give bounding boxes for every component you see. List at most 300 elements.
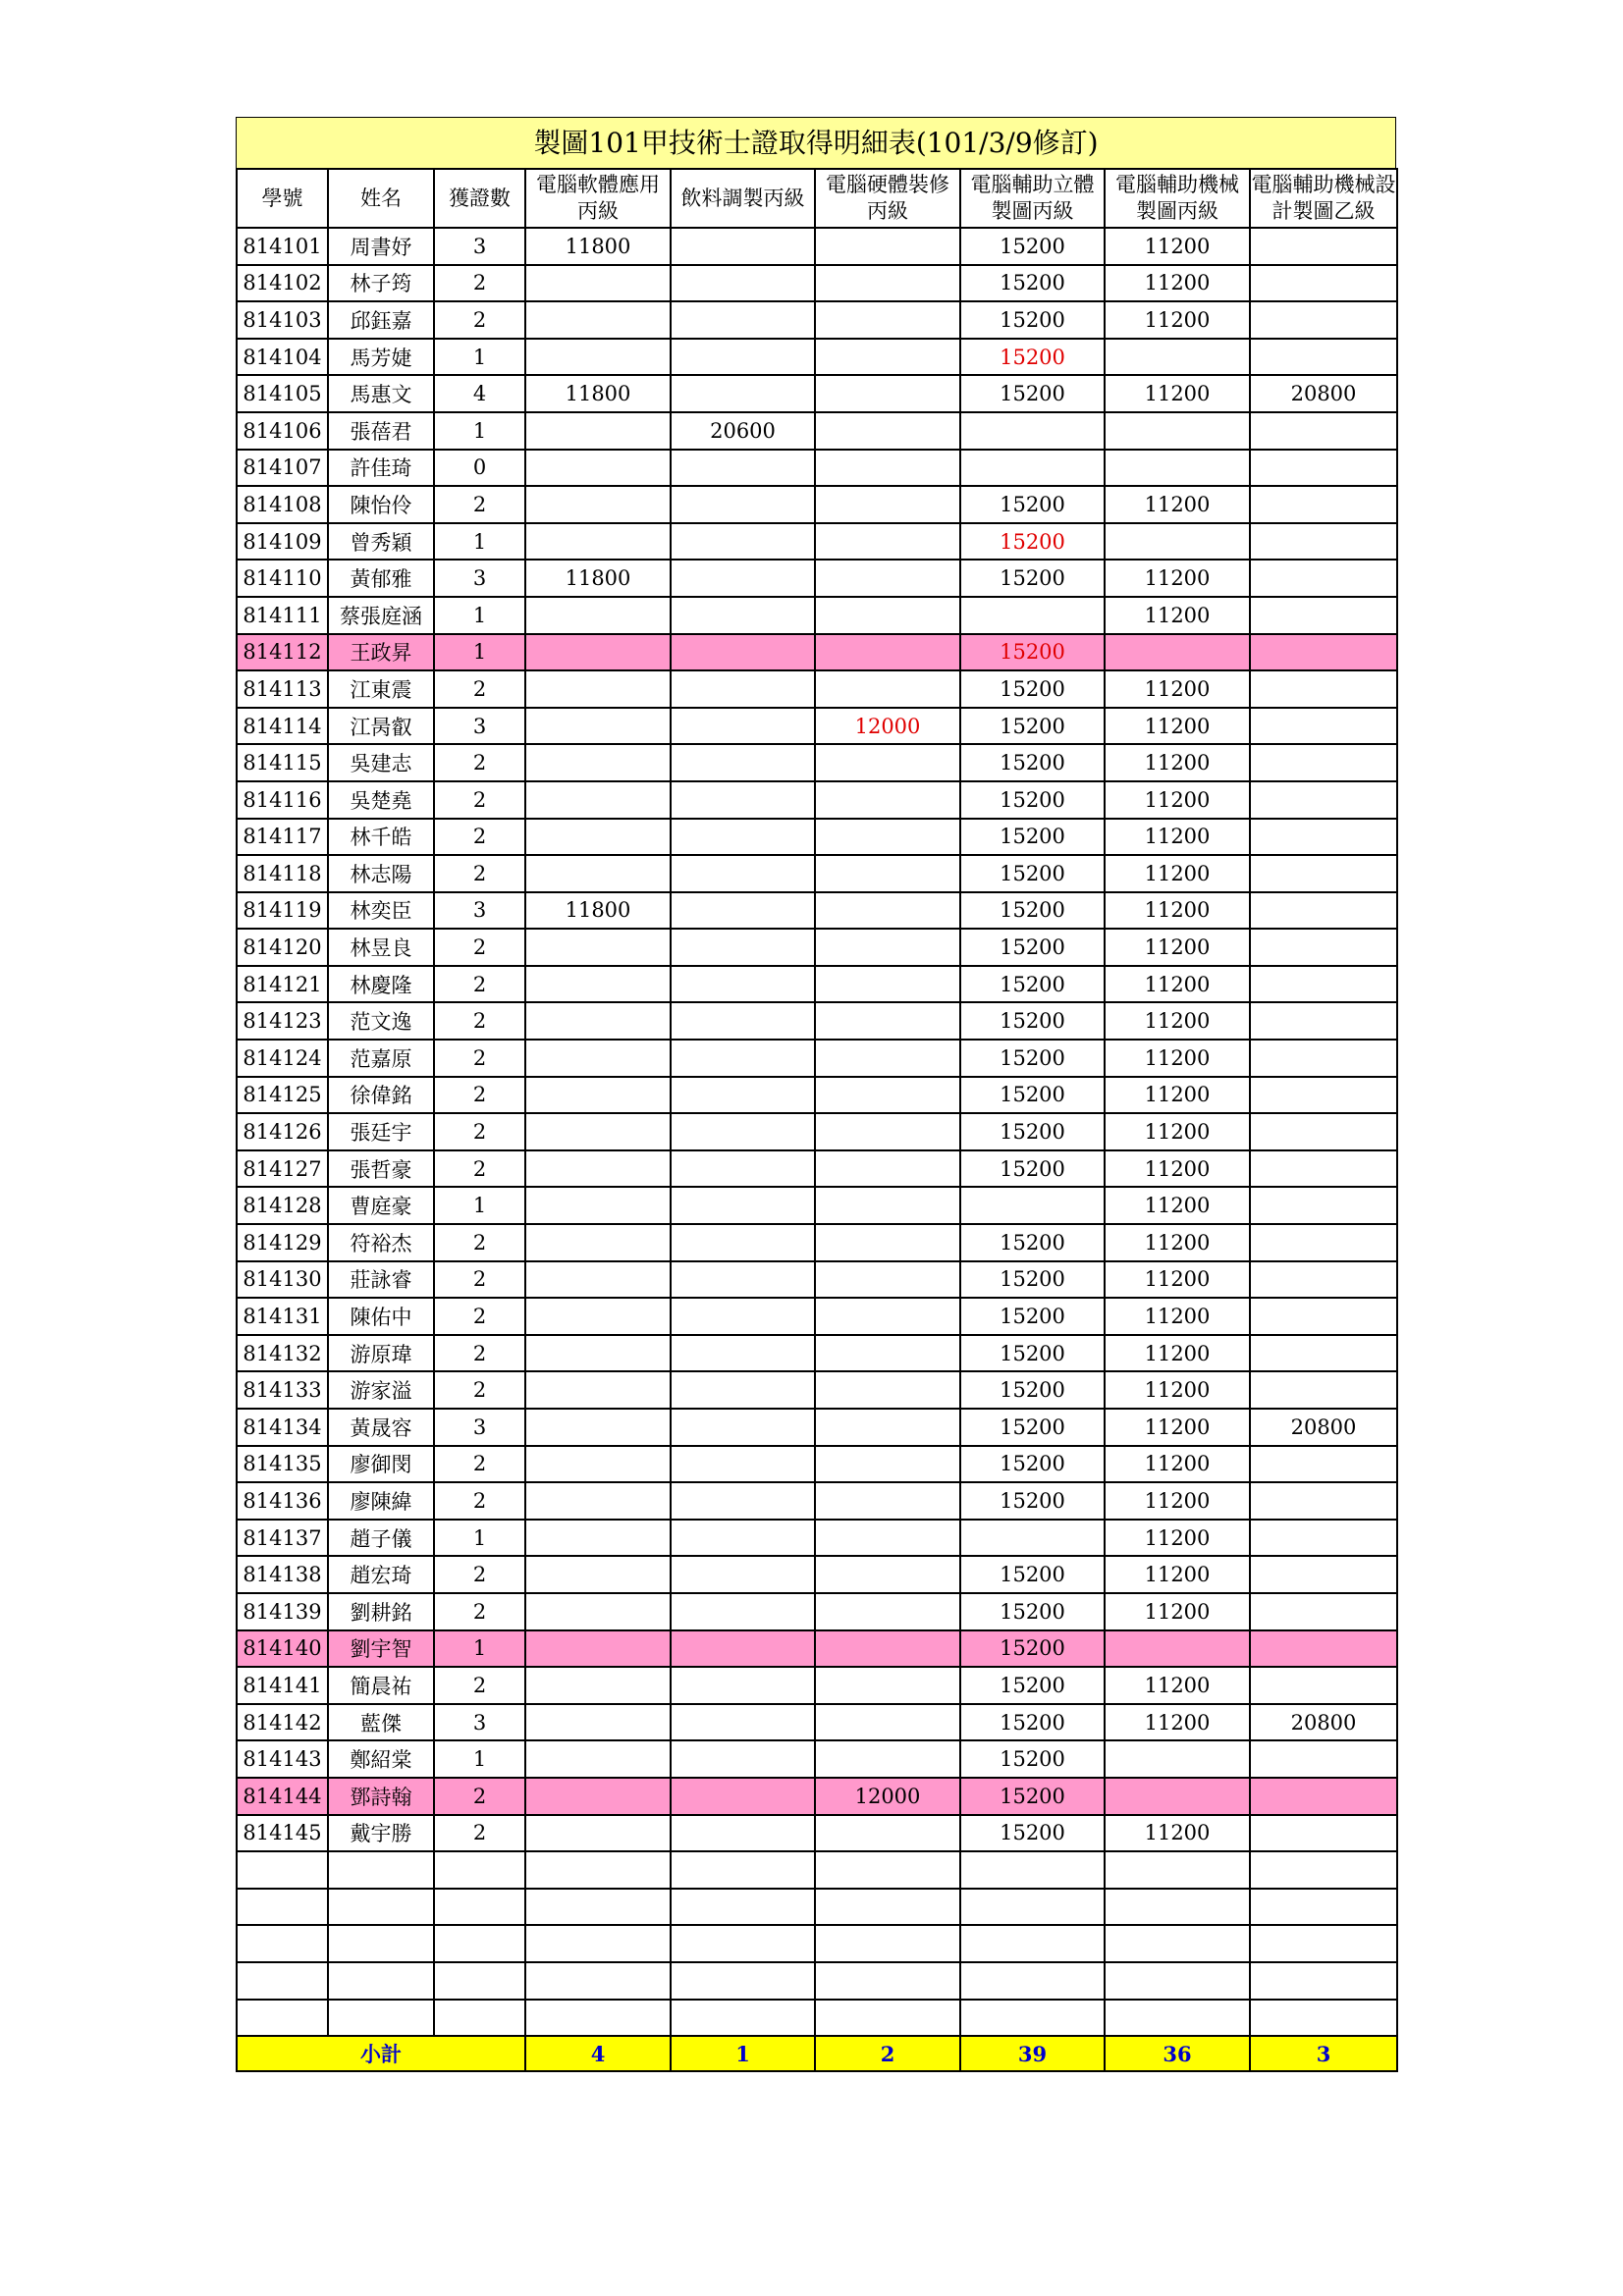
cell-beverage [671, 1704, 815, 1741]
cell-hardware [815, 1851, 960, 1889]
cell-mech-design [1250, 1740, 1397, 1778]
cell-software-app [525, 1446, 671, 1483]
cell-hardware [815, 855, 960, 892]
cell-name: 廖御閔 [328, 1446, 434, 1483]
cell-student-id: 814114 [237, 708, 328, 745]
table-row [237, 781, 1397, 819]
cell-mech-design [1250, 486, 1397, 523]
cell-count: 2 [434, 670, 525, 708]
cell-mech-drafting: 11200 [1105, 781, 1250, 819]
cell-count: 2 [434, 1593, 525, 1630]
cell-mech-drafting: 11200 [1105, 929, 1250, 966]
cell-mech-drafting: 11200 [1105, 1077, 1250, 1114]
cell-student-id: 814120 [237, 929, 328, 966]
table-row [237, 1371, 1397, 1409]
table-row [237, 1409, 1397, 1446]
table-row [237, 1187, 1397, 1224]
cell-hardware [815, 892, 960, 930]
cell-count: 2 [434, 1224, 525, 1261]
cell-hardware [815, 1593, 960, 1630]
cell-count: 1 [434, 412, 525, 450]
table-row [237, 966, 1397, 1003]
cell-hardware [815, 1667, 960, 1704]
cell-3d-drafting [960, 1925, 1105, 1962]
cell-3d-drafting [960, 1520, 1105, 1557]
cell-mech-drafting: 11200 [1105, 670, 1250, 708]
cell-count: 2 [434, 1298, 525, 1335]
cell-beverage [671, 339, 815, 376]
cell-software-app [525, 855, 671, 892]
cell-student-id: 814111 [237, 597, 328, 634]
cell-mech-drafting: 11200 [1105, 1002, 1250, 1040]
cell-hardware: 12000 [815, 708, 960, 745]
cell-hardware [815, 1520, 960, 1557]
cell-beverage [671, 265, 815, 302]
cell-student-id: 814137 [237, 1520, 328, 1557]
header-name: 姓名 [328, 169, 434, 228]
cell-mech-design [1250, 1224, 1397, 1261]
cell-3d-drafting: 15200 [960, 708, 1105, 745]
cell-hardware [815, 339, 960, 376]
cell-hardware [815, 781, 960, 819]
cell-count: 4 [434, 375, 525, 412]
cell-mech-drafting [1105, 1630, 1250, 1668]
cell-count: 1 [434, 1187, 525, 1224]
cell-software-app [525, 1150, 671, 1188]
cell-hardware [815, 1261, 960, 1299]
cell-count: 1 [434, 634, 525, 671]
cell-hardware [815, 301, 960, 339]
cell-name: 符裕杰 [328, 1224, 434, 1261]
cell-student-id: 814112 [237, 634, 328, 671]
cell-hardware [815, 1040, 960, 1077]
cell-hardware [815, 1335, 960, 1372]
cell-hardware [815, 1815, 960, 1852]
cell-student-id: 814144 [237, 1778, 328, 1815]
cell-beverage [671, 597, 815, 634]
cell-software-app [525, 929, 671, 966]
cell-mech-drafting [1105, 1851, 1250, 1889]
cell-mech-design [1250, 1113, 1397, 1150]
cell-name: 黃郁雅 [328, 560, 434, 597]
cell-hardware [815, 228, 960, 265]
cell-hardware [815, 1113, 960, 1150]
cell-student-id [237, 2000, 328, 2037]
cell-count: 2 [434, 486, 525, 523]
cell-mech-design [1250, 1371, 1397, 1409]
cell-software-app: 11800 [525, 892, 671, 930]
cell-mech-design [1250, 597, 1397, 634]
cell-name [328, 2000, 434, 2037]
cell-mech-drafting [1105, 1889, 1250, 1926]
cell-count: 2 [434, 1556, 525, 1593]
cell-3d-drafting: 15200 [960, 781, 1105, 819]
cell-name: 陳怡伶 [328, 486, 434, 523]
cell-name: 劉耕銘 [328, 1593, 434, 1630]
cell-name: 趙子儀 [328, 1520, 434, 1557]
cell-beverage [671, 1889, 815, 1926]
cell-count: 2 [434, 265, 525, 302]
cell-mech-drafting: 11200 [1105, 1371, 1250, 1409]
table-row [237, 486, 1397, 523]
table-row [237, 1778, 1397, 1815]
cell-mech-design [1250, 1925, 1397, 1962]
cell-count: 2 [434, 1040, 525, 1077]
cell-3d-drafting: 15200 [960, 1002, 1105, 1040]
cell-student-id: 814115 [237, 744, 328, 781]
cell-hardware [815, 819, 960, 856]
cell-mech-design [1250, 265, 1397, 302]
cell-beverage [671, 708, 815, 745]
cell-student-id: 814136 [237, 1482, 328, 1520]
cell-count: 1 [434, 1630, 525, 1668]
cell-mech-drafting: 11200 [1105, 1556, 1250, 1593]
cell-mech-design [1250, 1962, 1397, 2000]
cell-student-id: 814104 [237, 339, 328, 376]
cell-mech-design [1250, 966, 1397, 1003]
subtotal-beverage: 1 [671, 2036, 815, 2071]
cell-3d-drafting: 15200 [960, 819, 1105, 856]
cell-beverage [671, 1224, 815, 1261]
cell-software-app [525, 1040, 671, 1077]
cell-beverage [671, 1815, 815, 1852]
header-hardware: 電腦硬體裝修丙級 [815, 169, 960, 228]
cell-hardware [815, 375, 960, 412]
cell-student-id [237, 1962, 328, 2000]
cell-3d-drafting [960, 1187, 1105, 1224]
cell-mech-drafting [1105, 634, 1250, 671]
cell-student-id: 814127 [237, 1150, 328, 1188]
cell-3d-drafting: 15200 [960, 375, 1105, 412]
cell-count: 1 [434, 597, 525, 634]
cell-hardware [815, 670, 960, 708]
cell-name: 吳楚堯 [328, 781, 434, 819]
cell-3d-drafting [960, 1962, 1105, 2000]
cell-beverage [671, 1371, 815, 1409]
cell-software-app [525, 2000, 671, 2037]
cell-software-app [525, 1740, 671, 1778]
cell-software-app [525, 1520, 671, 1557]
cell-mech-drafting [1105, 2000, 1250, 2037]
cell-3d-drafting: 15200 [960, 929, 1105, 966]
cell-mech-drafting: 11200 [1105, 1667, 1250, 1704]
cell-beverage [671, 228, 815, 265]
cell-mech-design [1250, 560, 1397, 597]
subtotal-3d-drafting: 39 [960, 2036, 1105, 2071]
cell-student-id: 814102 [237, 265, 328, 302]
cell-3d-drafting: 15200 [960, 892, 1105, 930]
cell-beverage: 20600 [671, 412, 815, 450]
cell-name: 張哲豪 [328, 1150, 434, 1188]
sheet-title: 製圖101甲技術士證取得明細表(101/3/9修訂) [236, 117, 1396, 168]
cell-3d-drafting: 15200 [960, 670, 1105, 708]
cell-beverage [671, 1150, 815, 1188]
cell-student-id: 814108 [237, 486, 328, 523]
cell-hardware [815, 1482, 960, 1520]
cell-software-app [525, 966, 671, 1003]
cell-beverage [671, 670, 815, 708]
cell-name: 林子筠 [328, 265, 434, 302]
table-row [237, 1335, 1397, 1372]
cell-mech-design [1250, 1593, 1397, 1630]
cell-hardware [815, 486, 960, 523]
cell-mech-drafting: 11200 [1105, 966, 1250, 1003]
cell-hardware [815, 1002, 960, 1040]
cell-beverage [671, 1187, 815, 1224]
table-row [237, 2000, 1397, 2037]
cell-mech-drafting: 11200 [1105, 1815, 1250, 1852]
cell-count: 2 [434, 1002, 525, 1040]
header-3d-drafting: 電腦輔助立體製圖丙級 [960, 169, 1105, 228]
cell-software-app [525, 597, 671, 634]
cell-beverage [671, 1409, 815, 1446]
header-beverage: 飲料調製丙級 [671, 169, 815, 228]
header-mech-design: 電腦輔助機械設計製圖乙級 [1250, 169, 1397, 228]
cell-mech-design [1250, 1630, 1397, 1668]
cell-count: 3 [434, 708, 525, 745]
cell-count: 2 [434, 744, 525, 781]
cell-student-id: 814140 [237, 1630, 328, 1668]
cell-count [434, 1962, 525, 2000]
cell-beverage [671, 781, 815, 819]
cell-mech-design [1250, 1446, 1397, 1483]
cell-mech-design [1250, 1298, 1397, 1335]
cell-student-id: 814109 [237, 523, 328, 561]
cell-count: 3 [434, 892, 525, 930]
cell-beverage [671, 1778, 815, 1815]
table-row [237, 339, 1397, 376]
cell-student-id: 814131 [237, 1298, 328, 1335]
cell-mech-drafting [1105, 339, 1250, 376]
cell-student-id: 814116 [237, 781, 328, 819]
table-row [237, 1446, 1397, 1483]
cell-software-app [525, 523, 671, 561]
cell-student-id: 814113 [237, 670, 328, 708]
cell-mech-design [1250, 819, 1397, 856]
cell-mech-drafting: 11200 [1105, 744, 1250, 781]
cell-mech-drafting: 11200 [1105, 265, 1250, 302]
cell-3d-drafting [960, 450, 1105, 487]
cell-mech-design [1250, 744, 1397, 781]
cell-mech-drafting [1105, 412, 1250, 450]
header-row [237, 169, 1397, 228]
cell-count [434, 1925, 525, 1962]
cell-software-app [525, 1851, 671, 1889]
cell-count: 2 [434, 929, 525, 966]
cell-mech-design [1250, 1482, 1397, 1520]
cell-hardware [815, 1740, 960, 1778]
cell-3d-drafting [960, 1851, 1105, 1889]
cell-mech-drafting: 11200 [1105, 597, 1250, 634]
cell-software-app [525, 634, 671, 671]
cell-mech-design [1250, 228, 1397, 265]
cell-hardware [815, 966, 960, 1003]
cell-beverage [671, 819, 815, 856]
cell-mech-design [1250, 1077, 1397, 1114]
table-row [237, 1150, 1397, 1188]
cell-mech-drafting [1105, 1740, 1250, 1778]
cell-name: 馬芳婕 [328, 339, 434, 376]
cell-mech-design [1250, 301, 1397, 339]
cell-student-id: 814133 [237, 1371, 328, 1409]
cell-name: 曾秀穎 [328, 523, 434, 561]
cell-mech-drafting: 11200 [1105, 486, 1250, 523]
cell-hardware [815, 1962, 960, 2000]
cell-student-id: 814121 [237, 966, 328, 1003]
cell-3d-drafting: 15200 [960, 634, 1105, 671]
cell-software-app [525, 1667, 671, 1704]
cell-3d-drafting: 15200 [960, 1556, 1105, 1593]
cell-beverage [671, 450, 815, 487]
cell-hardware [815, 2000, 960, 2037]
cell-count: 0 [434, 450, 525, 487]
cell-software-app [525, 744, 671, 781]
cell-student-id: 814143 [237, 1740, 328, 1778]
cell-mech-drafting [1105, 450, 1250, 487]
cell-student-id: 814105 [237, 375, 328, 412]
cell-3d-drafting: 15200 [960, 1040, 1105, 1077]
cell-count: 2 [434, 1482, 525, 1520]
cell-count: 3 [434, 228, 525, 265]
table-row [237, 597, 1397, 634]
cell-software-app [525, 1889, 671, 1926]
cell-name: 陳佑中 [328, 1298, 434, 1335]
cell-3d-drafting: 15200 [960, 1335, 1105, 1372]
cell-3d-drafting: 15200 [960, 301, 1105, 339]
cell-name: 廖陳緯 [328, 1482, 434, 1520]
header-count: 獲證數 [434, 169, 525, 228]
header-student-id: 學號 [237, 169, 328, 228]
cell-beverage [671, 929, 815, 966]
cell-count: 2 [434, 781, 525, 819]
cell-hardware [815, 412, 960, 450]
table-row [237, 1962, 1397, 2000]
cell-student-id [237, 1889, 328, 1926]
table-row [237, 1593, 1397, 1630]
cell-count: 3 [434, 1409, 525, 1446]
cell-beverage [671, 1482, 815, 1520]
cell-name [328, 1851, 434, 1889]
cell-software-app [525, 1593, 671, 1630]
cell-student-id: 814145 [237, 1815, 328, 1852]
table-row [237, 1040, 1397, 1077]
cell-beverage [671, 1002, 815, 1040]
cell-count: 1 [434, 339, 525, 376]
cell-mech-design: 20800 [1250, 1704, 1397, 1741]
cell-count: 2 [434, 301, 525, 339]
cell-name [328, 1962, 434, 2000]
cell-count: 2 [434, 1077, 525, 1114]
cell-name: 許佳琦 [328, 450, 434, 487]
cell-beverage [671, 1113, 815, 1150]
cell-name: 游原瑋 [328, 1335, 434, 1372]
table-row [237, 301, 1397, 339]
cell-3d-drafting: 15200 [960, 1298, 1105, 1335]
cell-software-app [525, 265, 671, 302]
cell-mech-drafting: 11200 [1105, 1261, 1250, 1299]
cell-3d-drafting: 15200 [960, 1815, 1105, 1852]
cell-software-app [525, 1077, 671, 1114]
table-row [237, 265, 1397, 302]
table-row [237, 1704, 1397, 1741]
cell-beverage [671, 634, 815, 671]
cell-student-id: 814101 [237, 228, 328, 265]
cell-beverage [671, 1667, 815, 1704]
cell-student-id: 814117 [237, 819, 328, 856]
cell-software-app [525, 781, 671, 819]
cell-3d-drafting: 15200 [960, 1077, 1105, 1114]
cell-count: 2 [434, 855, 525, 892]
cell-mech-drafting: 11200 [1105, 1113, 1250, 1150]
table-row [237, 1556, 1397, 1593]
cell-software-app [525, 301, 671, 339]
subtotal-row [237, 2036, 1397, 2071]
cell-mech-design [1250, 1667, 1397, 1704]
cell-name: 范文逸 [328, 1002, 434, 1040]
cell-student-id: 814139 [237, 1593, 328, 1630]
cell-mech-drafting [1105, 1925, 1250, 1962]
cell-3d-drafting: 15200 [960, 1667, 1105, 1704]
cell-mech-drafting: 11200 [1105, 1187, 1250, 1224]
cell-name: 黃晟容 [328, 1409, 434, 1446]
cell-beverage [671, 1593, 815, 1630]
cell-name: 周書妤 [328, 228, 434, 265]
cell-beverage [671, 1962, 815, 2000]
cell-beverage [671, 966, 815, 1003]
cell-name: 劉宇智 [328, 1630, 434, 1668]
cell-mech-design [1250, 339, 1397, 376]
cell-3d-drafting: 15200 [960, 1593, 1105, 1630]
cell-mech-design [1250, 1556, 1397, 1593]
cell-hardware [815, 1077, 960, 1114]
cell-name: 江東震 [328, 670, 434, 708]
cell-software-app [525, 1002, 671, 1040]
cell-mech-design [1250, 1261, 1397, 1299]
cell-count: 1 [434, 1740, 525, 1778]
cell-student-id: 814135 [237, 1446, 328, 1483]
table-row [237, 523, 1397, 561]
cell-name: 游家溢 [328, 1371, 434, 1409]
cell-mech-drafting: 11200 [1105, 1704, 1250, 1741]
cell-beverage [671, 1556, 815, 1593]
table-row [237, 1224, 1397, 1261]
table-row [237, 1667, 1397, 1704]
cell-name: 趙宏琦 [328, 1556, 434, 1593]
cell-software-app [525, 339, 671, 376]
cell-beverage [671, 375, 815, 412]
cell-hardware [815, 1187, 960, 1224]
cell-count: 2 [434, 966, 525, 1003]
cell-student-id: 814128 [237, 1187, 328, 1224]
cell-software-app [525, 1335, 671, 1372]
cell-count [434, 2000, 525, 2037]
table-row [237, 708, 1397, 745]
cell-mech-drafting: 11200 [1105, 560, 1250, 597]
cell-hardware [815, 1630, 960, 1668]
cell-3d-drafting: 15200 [960, 339, 1105, 376]
cell-count: 2 [434, 1778, 525, 1815]
cell-hardware [815, 1925, 960, 1962]
cell-mech-drafting: 11200 [1105, 375, 1250, 412]
cell-hardware [815, 450, 960, 487]
cell-beverage [671, 1298, 815, 1335]
cell-mech-design [1250, 1002, 1397, 1040]
cell-hardware: 12000 [815, 1778, 960, 1815]
cell-software-app: 11800 [525, 375, 671, 412]
cell-software-app [525, 1187, 671, 1224]
cell-hardware [815, 1556, 960, 1593]
cell-mech-drafting: 11200 [1105, 1298, 1250, 1335]
